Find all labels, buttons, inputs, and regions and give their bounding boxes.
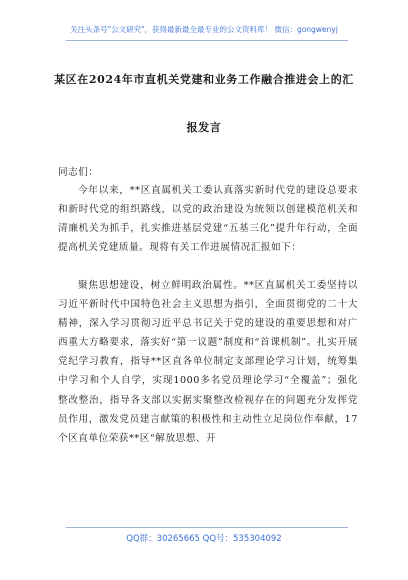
salutation: 同志们： bbox=[58, 167, 99, 178]
document-title-line-2: 报发言 bbox=[186, 121, 222, 134]
body-paragraph-2: 聚焦思想建设，树立鲜明政治属性。**区直属机关工委坚持以习近平新时代中国特色社会主义思想为指引，全面贯彻党的二十大精神，深入学习贯彻习近平总书记关于党的建设的重要思想和对广西重大方略要求，落实好“第一议题”制度和“首课机制”。扎实开展党纪学习教育，指导**区直各单位制定支部理论学习计划，统筹集中学习和个人自学，实现1000多名党员理论学习“全覆盖”；强化整改整治，指导各支部以实据实聚整改检视存在的问题充分发挥党员作用，激发党员建言献策的积极性和主动性立足岗位作奉献，17个区直单位荣获**区“解放思想、开 bbox=[58, 280, 358, 444]
header-divider bbox=[66, 40, 348, 41]
footer-contact: QQ群：30265665 QQ号：535304092 bbox=[126, 534, 282, 544]
body-paragraph-1: 今年以来，**区直属机关工委认真落实新时代党的建设总要求和新时代党的组织路线，以党的政治建设为统领以创建模范机关和清廉机关为抓手，扎实推进基层党建“五基三化”提升年行动，全面提高机关党建质量。现将有关工作进展情况汇报如下： bbox=[58, 185, 358, 254]
header-note: 关注头条号"公文研究"，获得最新最全最专业的公文资料库！ 微信：gongwenyj bbox=[70, 25, 338, 34]
footer-divider bbox=[66, 527, 348, 528]
document-title-line-1: 某区在2024年市直机关党建和业务工作融合推进会上的汇 bbox=[54, 73, 354, 86]
